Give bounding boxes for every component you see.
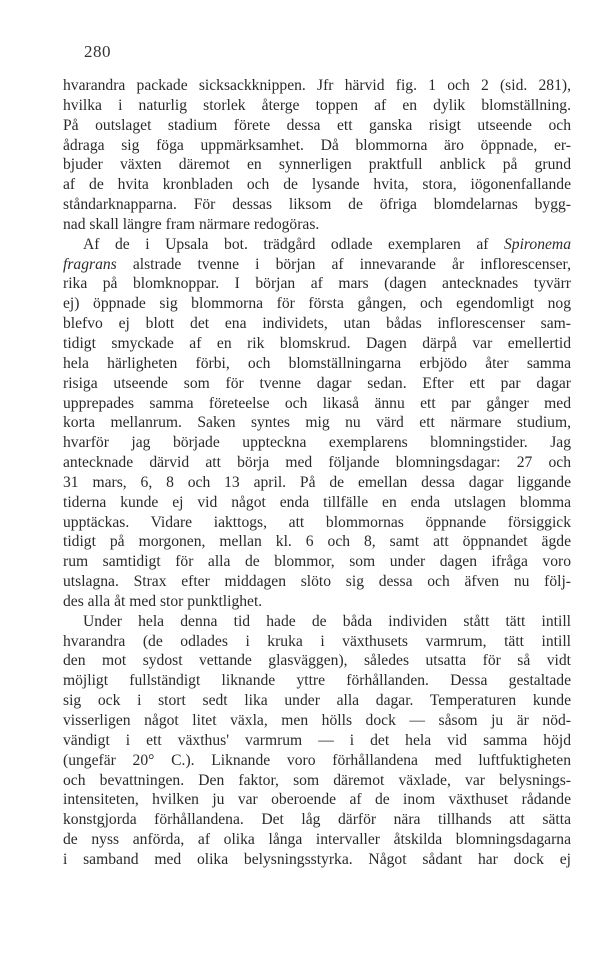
text-line: i samband med olika belysningsstyrka. Något sådant har dock ej — [63, 850, 571, 868]
text-line: antecknade därvid att börja med följande blomningsdagar: 27 och — [63, 454, 571, 472]
text-run: alstrade tvenne i början af innevarande år inflorescenser, — [116, 255, 571, 273]
text-line: ej) öppnade sig blommorna för första gången, och egendomligt nog — [63, 295, 571, 313]
text-line: visserligen något litet växla, men hölls dock — såsom ju är nöd- — [63, 712, 571, 729]
text-line: ståndarknapparna. För dessas liksom de öfriga blomdelarnas bygg- — [63, 196, 571, 214]
text-line: ådraga sig föga uppmärksamhet. Då blommorna äro öppnade, er- — [63, 136, 571, 154]
text-line: (ungefär 20° C.). Liknande voro förhållandena med luftfuktigheten — [63, 751, 571, 769]
page-number: 280 — [84, 42, 111, 61]
text-line: blefvo ej blott det ena individets, utan bådas inflorescenser sam- — [63, 315, 571, 333]
species-name: fragrans — [63, 255, 117, 273]
text-line — [63, 255, 571, 275]
text-line: hela härligheten förbi, och blomställningarna erbjödo åter samma — [63, 354, 571, 372]
body-text — [63, 76, 571, 870]
text-line: tiderna kunde ej vid något enda tillfälle en enda utslagen blomma — [63, 493, 571, 511]
text-line: hvarandra (de odlades i kruka i växthusets varmrum, tätt intill — [63, 632, 571, 650]
text-line: nad skall längre fram närmare redogöras. — [63, 215, 320, 233]
species-name: Spironema — [504, 235, 571, 253]
text-line: des alla åt med stor punktlighet. — [63, 592, 263, 610]
text-line: rika på blomknoppar. I början af mars (dagen antecknades tyvärr — [63, 275, 571, 293]
text-line: tidigt på morgonen, mellan kl. 6 och 8, samt att öppnandet ägde — [63, 533, 571, 551]
text-line: utslagna. Strax efter middagen slöto sig dessa och äfven nu följ- — [63, 573, 571, 591]
text-line: och bevattningen. Den faktor, som däremot växlade, var belysnings- — [63, 771, 571, 789]
text-line: korta mellanrum. Saken syntes mig nu värd ett närmare studium, — [63, 414, 571, 432]
text-line: intensiteten, hvilken ju var oberoende af de inom växthuset rådande — [63, 791, 571, 809]
text-line: vändigt i ett växthus' varmrum — i det hela vid samma höjd — [63, 731, 571, 749]
text-line: möjligt fullständigt liknande yttre förhållanden. Dessa gestaltade — [63, 672, 571, 690]
text-line: bjuder växten däremot en synnerligen praktfull anblick på grund — [63, 156, 571, 174]
text-line: 31 mars, 6, 8 och 13 april. På de emellan dessa dagar liggande — [63, 473, 571, 491]
text-line: hvarandra packade sicksackknippen. Jfr härvid fig. 1 och 2 (sid. 281), — [63, 77, 571, 94]
text-line: På outslaget stadium förete dessa ett ganska risigt utseende och — [63, 116, 571, 134]
text-line: konstgjorda förhållandena. Det låg därför nära tillhands att sätta — [63, 811, 571, 829]
text-line: hvarför jag började uppteckna exemplarens blomningstider. Jag — [63, 434, 571, 452]
text-line: de nyss anförda, af olika långa intervaller åtskilda blomningsdagarna — [63, 831, 571, 849]
text-line: den mot sydost vettande glasväggen), således utsatta för så vidt — [63, 652, 571, 670]
text-line: upptäckas. Vidare iakttogs, att blommornas öppnande försiggick — [63, 513, 571, 531]
text-line: Under hela denna tid hade de båda individen stått tätt intill — [83, 612, 571, 630]
text-line — [63, 235, 571, 255]
text-line: hvilka i naturlig storlek återge toppen af en dylik blomställning. — [63, 96, 571, 114]
text-line: tidigt smyckade af en rik blomskrud. Dagen därpå var emellertid — [63, 334, 571, 352]
text-line: risiga utseende som för tvenne dagar sedan. Efter ett par dagar — [63, 374, 571, 392]
text-line: af de hvita kronbladen och de lysande hvita, stora, iögonenfallande — [63, 176, 571, 194]
text-run: Af de i Upsala bot. trädgård odlade exemplaren af — [83, 235, 504, 253]
text-line: rum samtidigt för alla de blommor, som under dagen ifråga voro — [63, 553, 571, 571]
text-line: upprepades samma företeelse och likaså ännu ett par gånger med — [63, 394, 571, 412]
text-line: sig ock i stort sedt lika under alla dagar. Temperaturen kunde — [63, 692, 571, 710]
